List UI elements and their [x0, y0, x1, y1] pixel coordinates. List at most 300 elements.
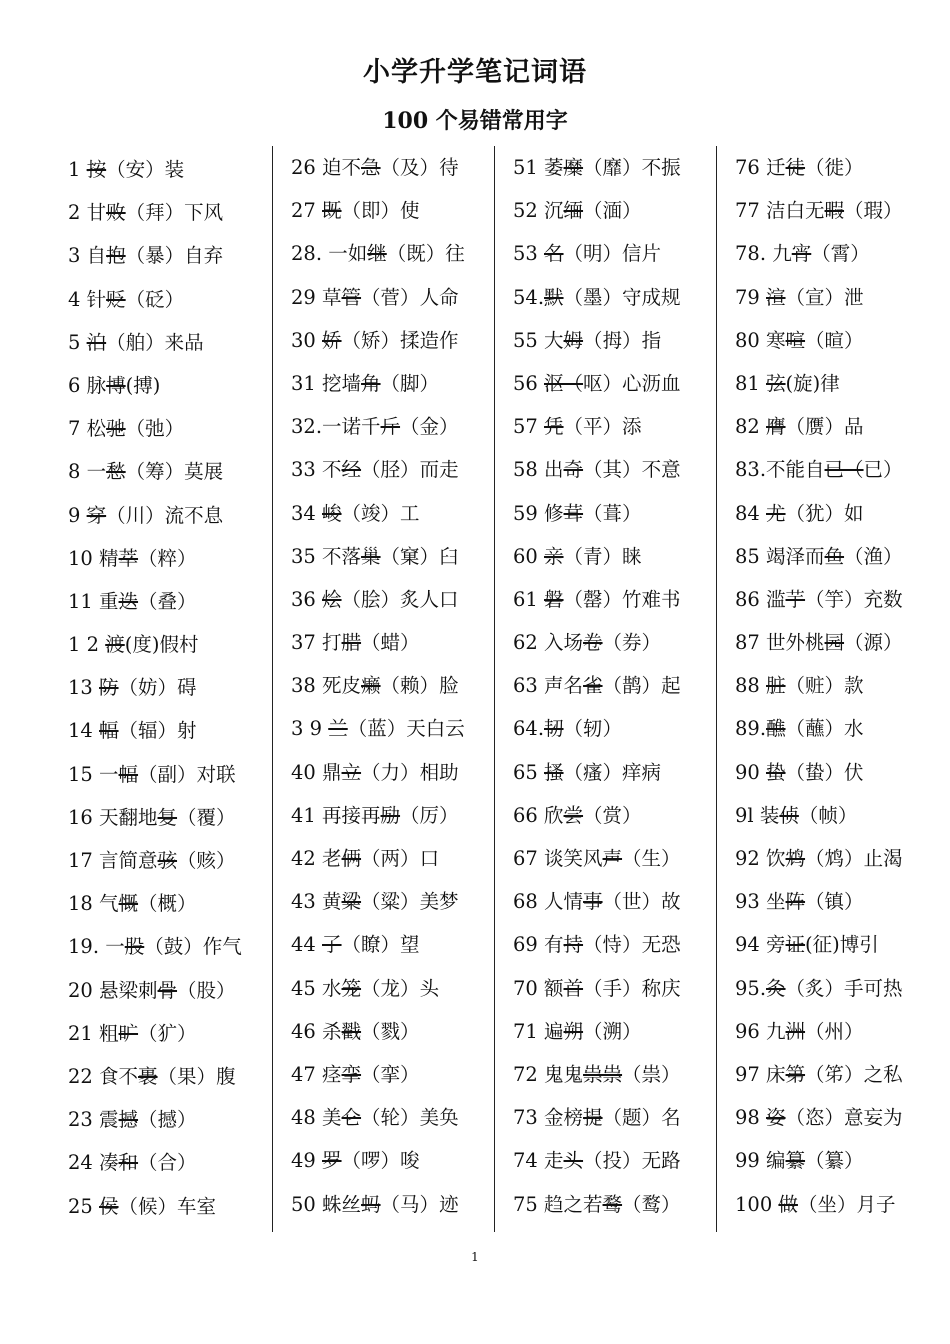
entry-suffix: 射: [177, 719, 197, 743]
entry-number: 67: [513, 847, 545, 870]
entry-suffix: 而走: [419, 458, 459, 482]
entry-number: 45: [291, 976, 323, 1000]
entry-prefix: 自: [86, 244, 107, 268]
entry-correct-char: （蜡）: [361, 631, 420, 655]
entry-prefix: 世外桃: [766, 631, 825, 655]
entry-wrong-char: 泊: [86, 330, 107, 354]
entry-prefix: 针: [86, 287, 107, 311]
entry-wrong-char: 萃: [118, 546, 139, 570]
entry-prefix: 走: [544, 1149, 564, 1173]
entry-number: 41: [291, 803, 323, 827]
word-entry: [291, 664, 494, 707]
entry-suffix: 故: [661, 890, 681, 914]
word-entry: [291, 189, 494, 232]
word-entry: [513, 707, 716, 750]
entry-number: 72: [513, 1062, 545, 1086]
word-entry: [735, 189, 930, 232]
word-entry: [68, 364, 272, 407]
entry-prefix: 天翻地: [99, 805, 158, 829]
entry-correct-char: （溯）: [583, 1019, 642, 1043]
entry-suffix: 揉造作: [400, 328, 459, 352]
entry-wrong-char: 醮: [766, 717, 786, 741]
entry-correct-char: （鹜）: [622, 1192, 681, 1216]
entry-number: 9: [68, 503, 87, 527]
entry-correct-char: （龙）: [361, 976, 420, 1000]
entry-correct-char: （蓝）: [347, 717, 407, 741]
word-entry: [513, 880, 716, 923]
entry-suffix: 竹难书: [622, 587, 681, 611]
entry-number: 21: [68, 1021, 100, 1045]
entry-prefix: 九: [772, 242, 792, 266]
entry-wrong-char: 纂: [785, 1149, 806, 1173]
entry-correct-char: (搏): [125, 373, 161, 397]
entry-number: 14: [68, 719, 100, 743]
word-entry: [735, 751, 930, 794]
entry-number: 18: [68, 892, 100, 916]
entry-suffix: 信片: [622, 242, 662, 266]
word-entry: [513, 276, 716, 319]
entry-wrong-char: 幅: [118, 762, 139, 786]
entry-prefix: 食不: [99, 1064, 139, 1088]
entry-wrong-char: 持: [563, 933, 584, 957]
entry-wrong-char: 骇: [157, 849, 178, 872]
entry-wrong-char: 蚂: [361, 1192, 381, 1216]
entry-wrong-char: 韧: [544, 717, 564, 741]
entry-correct-char: （覆）: [177, 805, 236, 829]
entry-correct-char: （其）: [583, 458, 642, 482]
entry-number: 87: [735, 631, 767, 655]
entry-number: 98: [735, 1106, 767, 1130]
entry-wrong-char: 卷: [583, 631, 603, 655]
entry-number: 34: [291, 501, 323, 525]
entry-prefix: 重: [99, 589, 119, 613]
entry-wrong-char: 事: [583, 890, 603, 914]
word-entry: [513, 535, 716, 578]
word-entry: [735, 319, 930, 362]
word-entry: [291, 319, 494, 362]
entry-correct-char: （粹）: [138, 546, 197, 570]
entry-suffix: 自弃: [184, 244, 224, 268]
word-entry: [735, 405, 930, 448]
entry-number: 48: [291, 1106, 323, 1130]
entry-wrong-char: 蛰: [766, 760, 786, 784]
word-entry: [513, 923, 716, 966]
entry-wrong-char: 裹: [138, 1064, 158, 1088]
entry-suffix: 款: [844, 674, 864, 698]
entry-prefix: 趋之若: [544, 1192, 603, 1216]
entry-suffix: 痒病: [622, 760, 662, 784]
entry-correct-char: (旋): [785, 371, 821, 395]
word-entry: [735, 794, 930, 837]
word-entry: [68, 580, 272, 623]
entry-wrong-char: 了: [322, 933, 342, 957]
word-entry: [68, 537, 272, 580]
entry-correct-char: （州）: [805, 1019, 864, 1043]
column-2: [272, 146, 494, 1232]
word-entry: [68, 882, 272, 925]
entry-correct-char: （力）: [361, 760, 420, 784]
entry-prefix: 修: [544, 501, 564, 525]
entry-wrong-char: 鱼: [824, 544, 845, 568]
entry-suffix: 炙人口: [400, 587, 459, 611]
word-entry: [68, 1012, 272, 1055]
entry-correct-char: （窠）: [380, 544, 440, 568]
entry-correct-char: （戮）: [361, 1019, 420, 1043]
word-entry: [735, 1010, 930, 1053]
entry-correct-char: （果）: [157, 1064, 217, 1088]
word-entry: [68, 1098, 272, 1141]
entry-suffix: 充数: [863, 587, 903, 611]
entry-number: 28.: [291, 242, 329, 266]
word-entry: [291, 751, 494, 794]
entry-number: 90: [735, 760, 767, 784]
word-entry: [513, 492, 716, 535]
entry-suffix: 望: [400, 933, 420, 957]
entry-number: 42: [291, 847, 323, 870]
entry-correct-char: （徙）: [805, 156, 864, 179]
entry-wrong-char: 雀: [583, 674, 603, 698]
entry-prefix: 洁白无: [766, 199, 825, 223]
entry-number: 35: [291, 544, 323, 568]
entry-prefix: 精: [99, 546, 119, 570]
entry-prefix: 一: [86, 460, 107, 484]
entry-prefix: 气: [99, 892, 119, 916]
entry-number: 69: [513, 933, 545, 957]
entry-correct-char: （犹）: [785, 501, 845, 525]
entry-number: 80: [735, 328, 767, 352]
entry-number: 46: [291, 1019, 323, 1043]
entry-prefix: 黄: [322, 890, 342, 914]
word-entry: [513, 448, 716, 491]
entry-number: 31: [291, 371, 323, 395]
word-entry: [513, 578, 716, 621]
entry-suffix: 工: [400, 501, 420, 525]
entry-wrong-char: 脏: [766, 674, 786, 698]
entry-wrong-char: 鹜: [602, 1192, 623, 1216]
entry-prefix: 杀: [322, 1019, 342, 1043]
entry-suffix: 水: [844, 717, 864, 741]
entry-wrong-char: 兰: [328, 717, 348, 741]
entry-number: 79: [735, 285, 767, 309]
entry-correct-char: （明）: [563, 242, 623, 266]
entry-wrong-char: 宵: [791, 242, 812, 266]
word-entry: [735, 1139, 930, 1182]
entry-prefix: 草: [322, 285, 342, 309]
entry-number: 30: [291, 328, 323, 352]
entry-wrong-char: 姆: [563, 328, 584, 352]
word-entry: [735, 837, 930, 880]
entry-wrong-char: 姿: [766, 1106, 786, 1130]
word-entry: [68, 407, 272, 450]
word-entry: [291, 405, 494, 448]
entry-prefix: 蛛丝: [322, 1192, 362, 1216]
word-entry: [291, 707, 494, 750]
word-entry: [513, 319, 716, 362]
entry-wrong-char: 暇: [824, 199, 845, 223]
entry-wrong-char: 旷: [118, 1021, 139, 1045]
entry-correct-char: （轮）: [361, 1106, 420, 1130]
entry-wrong-char: 股: [124, 935, 145, 959]
entry-number: 92: [735, 847, 767, 870]
entry-wrong-char: 斤: [380, 415, 401, 439]
entry-prefix: 一: [105, 935, 125, 959]
entry-correct-char: （候）: [118, 1194, 178, 1218]
entry-correct-char: （湎）: [583, 199, 642, 223]
entry-number: 47: [291, 1062, 323, 1086]
column-4: [716, 146, 930, 1232]
entry-wrong-char: 挛: [341, 1062, 362, 1086]
entry-number: 56: [513, 371, 545, 395]
word-entry: [68, 753, 272, 796]
entry-number: 43: [291, 890, 323, 914]
entry-correct-char: （赏）: [583, 803, 642, 827]
entry-wrong-char: 声: [602, 847, 623, 870]
entry-wrong-char: 防: [99, 676, 119, 700]
entry-wrong-char: 尤: [766, 501, 786, 525]
entry-suffix: 添: [622, 415, 642, 439]
entry-prefix: 死皮: [322, 674, 362, 698]
entry-suffix: 来品: [164, 330, 204, 354]
entry-correct-char: （赖）: [380, 674, 440, 698]
entry-correct-char: （渔）: [844, 544, 903, 568]
entry-suffix: 天白云: [406, 717, 465, 741]
entry-suffix: 手可热: [844, 976, 903, 1000]
word-entry: [291, 621, 494, 664]
entry-correct-char: （赃）: [785, 674, 845, 698]
entry-wrong-char: 园: [824, 631, 845, 655]
entry-wrong-char: 和: [118, 1151, 139, 1175]
entry-prefix: 一: [99, 762, 119, 786]
entry-suffix: 不振: [641, 156, 681, 179]
entry-suffix: 伏: [844, 760, 864, 784]
entry-wrong-char: 提: [583, 1106, 603, 1130]
entry-correct-char: (征): [805, 933, 840, 957]
entry-wrong-char: 继: [367, 242, 387, 266]
column-3: [494, 146, 716, 1232]
word-entry: [291, 448, 494, 491]
entry-number: 16: [68, 805, 100, 829]
entry-wrong-char: 鸩: [785, 847, 806, 870]
entry-number: 83.: [735, 458, 767, 482]
entry-number: 27: [291, 199, 323, 223]
entry-correct-char: （脍）: [341, 587, 401, 611]
entry-correct-char: （胫）: [361, 458, 420, 482]
entry-correct-char: （帧）: [798, 803, 858, 827]
entry-number: 88: [735, 674, 767, 698]
entry-suffix: 美奂: [419, 1106, 459, 1130]
entry-suffix: 月子: [856, 1192, 896, 1216]
entry-wrong-char: 磐: [544, 587, 564, 611]
entry-prefix: 粗: [99, 1021, 119, 1045]
word-entry: [735, 664, 930, 707]
word-entry: [68, 925, 272, 968]
entry-number: 52: [513, 199, 545, 223]
entry-number: 8: [68, 460, 87, 484]
entry-number: 40: [291, 760, 323, 784]
entry-number: 32.: [291, 415, 323, 439]
word-entry: [513, 837, 716, 880]
entry-prefix: 人情: [544, 890, 584, 914]
entry-wrong-char: 糜: [563, 156, 584, 179]
entry-prefix: 一诺千: [322, 415, 381, 439]
entry-correct-char: （赝）: [785, 415, 845, 439]
entry-wrong-char: 败: [106, 201, 126, 225]
word-entry: [735, 923, 930, 966]
word-entry: [68, 1141, 272, 1184]
entry-correct-char: （两）: [361, 847, 420, 870]
word-entry: [291, 1139, 494, 1182]
entry-correct-char: （平）: [563, 415, 623, 439]
entry-wrong-char: 穿: [86, 503, 107, 527]
word-entry: [291, 923, 494, 966]
entry-number: 66: [513, 803, 545, 827]
entry-suffix: 下风: [184, 201, 224, 225]
entry-prefix: 饮: [766, 847, 786, 870]
entry-wrong-char: 喧: [785, 328, 806, 352]
entry-correct-char: （投）: [583, 1149, 642, 1173]
entry-number: 93: [735, 890, 767, 914]
entry-wrong-char: 已（: [824, 458, 864, 482]
entry-suffix: 脸: [439, 674, 459, 698]
entry-correct-char: （舶）: [106, 330, 165, 354]
entry-number: 1: [68, 158, 87, 181]
entry-prefix: 鼎: [322, 760, 342, 784]
entry-wrong-char: 博: [106, 373, 126, 397]
entry-number: 77: [735, 199, 767, 223]
entry-suffix: 对联: [196, 762, 236, 786]
entry-suffix: 臼: [439, 544, 459, 568]
entry-wrong-char: 角: [361, 371, 381, 395]
entry-prefix: 再接再: [322, 803, 381, 827]
entry-number: 20: [68, 978, 100, 1002]
entry-prefix: 不: [322, 458, 342, 482]
word-entry: [291, 492, 494, 535]
entry-prefix: 打: [322, 631, 342, 655]
entry-prefix: 迫不: [322, 156, 362, 179]
entry-correct-char: （辐）: [118, 719, 178, 743]
entry-suffix: 指: [641, 328, 662, 352]
word-entry: [68, 709, 272, 752]
word-entry: [68, 148, 272, 191]
word-entry: [68, 191, 272, 234]
entry-wrong-char: 峻: [322, 501, 342, 525]
entry-wrong-char: 愁: [106, 460, 126, 484]
word-table: [60, 146, 930, 1232]
entry-wrong-char: 骨: [157, 978, 178, 1002]
entry-number: 60: [513, 544, 545, 568]
entry-correct-char: （手）: [583, 976, 642, 1000]
entry-suffix: 口: [419, 847, 440, 870]
word-entry: [291, 1053, 494, 1096]
entry-correct-char: （妨）: [118, 676, 178, 700]
word-entry: [291, 362, 494, 405]
word-entry: [291, 578, 494, 621]
entry-wrong-char: 证: [785, 933, 806, 957]
word-entry: [68, 623, 272, 666]
entry-number: 57: [513, 415, 545, 439]
entry-number: 44: [291, 933, 323, 957]
word-entry: [735, 1183, 930, 1226]
entry-correct-char: （炙）: [785, 976, 845, 1000]
entry-number: 63: [513, 674, 545, 698]
entry-number: 95.: [735, 976, 767, 1000]
entry-suffix: 无恐: [641, 933, 681, 957]
word-entry: [291, 146, 494, 189]
entry-prefix: 一如: [328, 242, 368, 266]
entry-prefix: 装: [759, 803, 780, 827]
word-entry: [291, 232, 494, 275]
entry-correct-char: （罄）: [563, 587, 623, 611]
entry-correct-char: 呕）: [583, 371, 623, 395]
word-entry: [735, 146, 930, 189]
entry-prefix: 金榜: [544, 1106, 584, 1130]
entry-number: 81: [735, 371, 767, 395]
entry-correct-char: （砭）: [125, 287, 185, 311]
entry-wrong-char: 既: [322, 199, 342, 223]
word-entry: [291, 1096, 494, 1139]
entry-correct-char: （题）: [602, 1106, 662, 1130]
entry-wrong-char: 名: [544, 242, 564, 266]
word-entry: [291, 794, 494, 837]
word-entry: [68, 969, 272, 1012]
entry-suffix: 头: [419, 976, 440, 1000]
word-entry: [735, 880, 930, 923]
entry-wrong-char: 茸: [563, 501, 584, 525]
entry-suffix: 流不息: [164, 503, 224, 527]
entry-correct-char: （券）: [602, 631, 662, 655]
entry-number: 3 9: [291, 717, 329, 741]
entry-suffix: 守成规: [622, 285, 681, 309]
entry-correct-char: （粱）: [361, 890, 420, 914]
entry-suffix: 作气: [202, 935, 242, 959]
entry-number: 3: [68, 244, 87, 268]
entry-number: 85: [735, 544, 767, 568]
entry-wrong-char: 烩: [322, 587, 342, 611]
entry-wrong-char: 俩: [341, 847, 362, 870]
entry-wrong-char: 首: [563, 976, 584, 1000]
entry-number: 68: [513, 890, 545, 914]
entry-wrong-char: 沤（: [544, 371, 584, 395]
entry-number: 94: [735, 933, 767, 957]
entry-correct-char: （合）: [138, 1151, 197, 1175]
entry-correct-char: （瞭）: [341, 933, 401, 957]
entry-wrong-char: 经: [341, 458, 362, 482]
word-entry: [513, 751, 716, 794]
entry-prefix: 滥: [766, 587, 786, 611]
entry-number: 86: [735, 587, 767, 611]
entry-number: 22: [68, 1064, 100, 1088]
entry-number: 13: [68, 676, 100, 700]
entry-prefix: 震: [99, 1108, 119, 1132]
entry-correct-char: （概）: [138, 892, 197, 916]
entry-number: 49: [291, 1149, 323, 1173]
entry-correct-char: （笫）: [805, 1062, 864, 1086]
entry-correct-char: （叠）: [138, 589, 197, 613]
entry-number: 61: [513, 587, 545, 611]
entry-correct-char: （股）: [177, 978, 236, 1002]
entry-number: 25: [68, 1194, 100, 1218]
entry-wrong-char: 粱: [341, 890, 362, 914]
entry-suffix: 使: [400, 199, 420, 223]
word-entry: [735, 967, 930, 1010]
page-subtitle: 100 个易错常用字: [382, 108, 568, 134]
entry-correct-char: （生）: [622, 847, 681, 870]
entry-prefix: 老: [322, 847, 342, 870]
word-entry: [68, 494, 272, 537]
word-entry: [513, 189, 716, 232]
entry-suffix: 起: [661, 674, 681, 698]
entry-number: 1 2: [68, 633, 106, 657]
